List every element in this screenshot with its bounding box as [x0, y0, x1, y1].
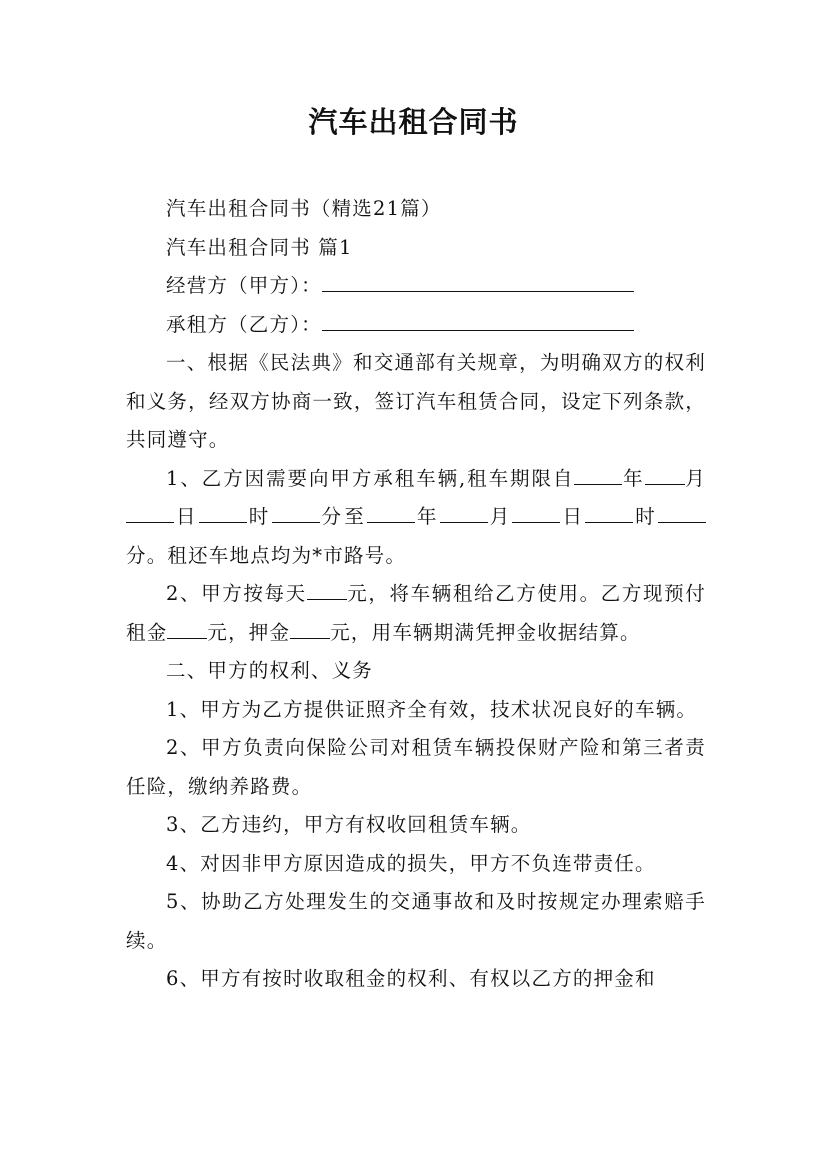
item-1-2-text-a: 2、甲方按每天 [166, 582, 307, 605]
blank [272, 504, 320, 523]
party-a-blank [322, 273, 634, 292]
item-2-4: 4、对因非甲方原因造成的损失，甲方不负连带责任。 [166, 851, 656, 875]
month-label: 月 [684, 466, 707, 490]
year-label: 年 [414, 505, 440, 528]
blank [645, 466, 685, 485]
hour-label: 时 [633, 505, 658, 528]
item-1-1-text-a: 1、乙方因需要向甲方承租车辆,租车期限自 [166, 466, 575, 490]
item-2-6: 6、甲方有按时收取租金的权利、有权以乙方的押金和 [166, 967, 656, 990]
month-label: 月 [487, 505, 513, 528]
minute-to-label: 分至 [319, 505, 367, 528]
item-2-1: 1、甲方为乙方提供证照齐全有效，技术状况良好的车辆。 [166, 697, 698, 721]
item-2-5: 5、协助乙方处理发生的交通事故和及时按规定办理索赔手续。 [126, 890, 706, 952]
blank [574, 466, 622, 485]
party-b-line [126, 306, 706, 345]
hour-label: 时 [246, 505, 272, 528]
day-label: 日 [560, 505, 586, 528]
blank [440, 504, 488, 523]
item-1-2-text-b: 元，将车辆租给乙方使用。乙方现预付租金 [126, 582, 706, 644]
blank [290, 620, 330, 639]
blank [199, 504, 247, 523]
subtitle-line: 汽车出租合同书（精选21篇） [166, 197, 442, 220]
section-heading: 汽车出租合同书 篇1 [166, 235, 353, 259]
item-1-1 [126, 460, 706, 576]
item-1-2-text-d: 元，用车辆期满凭押金收据结算。 [330, 620, 641, 644]
day-label: 日 [174, 505, 199, 528]
blank [367, 504, 415, 523]
clause-1: 一、根据《民法典》和交通部有关规章，为明确双方的权利和义务，经双方协商一致，签订汽车租赁合同，设定下列条款，共同遵守。 [126, 351, 706, 451]
item-1-2 [126, 575, 706, 652]
year-label: 年 [622, 466, 645, 490]
item-2-3: 3、乙方违约，甲方有权收回租赁车辆。 [166, 813, 532, 836]
blank [167, 620, 207, 639]
item-1-1-text-end: 分。租还车地点均为*市路号。 [126, 543, 407, 567]
blank [307, 581, 347, 600]
blank [658, 504, 706, 523]
document-body [126, 190, 706, 999]
blank [512, 504, 560, 523]
party-b-label: 承租方（乙方）： [166, 312, 322, 336]
item-1-2-text-c: 元，押金 [207, 620, 291, 644]
clause-2: 二、甲方的权利、义务 [166, 659, 374, 682]
blank [585, 504, 633, 523]
item-2-2: 2、甲方负责向保险公司对租赁车辆投保财产险和第三者责任险，缴纳养路费。 [126, 736, 706, 798]
party-b-blank [322, 312, 634, 331]
blank [126, 504, 174, 523]
party-a-line [126, 267, 706, 306]
party-a-label: 经营方（甲方）： [166, 274, 322, 297]
document-title: 汽车出租合同书 [308, 105, 519, 139]
